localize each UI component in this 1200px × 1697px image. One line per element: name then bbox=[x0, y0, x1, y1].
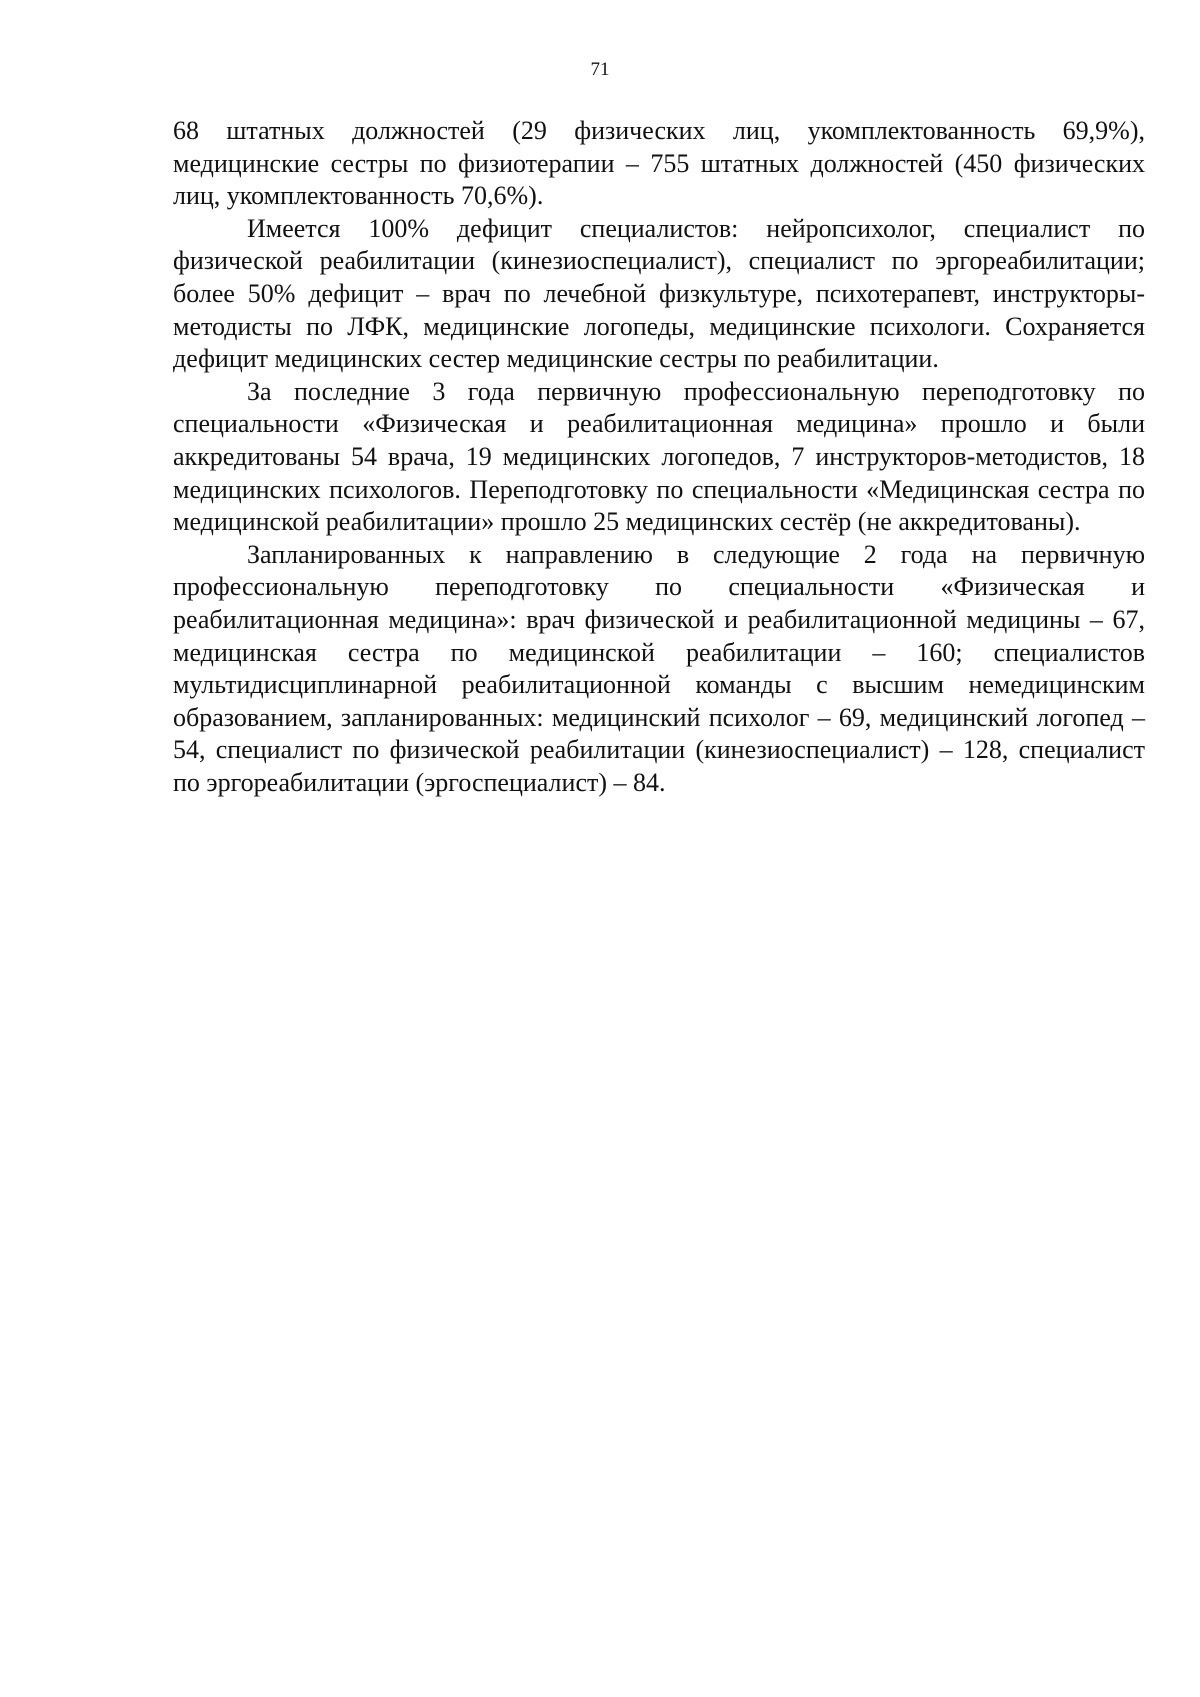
paragraph-staffing-continuation: 68 штатных должностей (29 физических лиц, укомплектованность 69,9%), медицинские сестры по физиотерапии – 755 штатных должностей (450 физических лиц, укомплектованность 70,6%). bbox=[173, 116, 1145, 211]
page-number: 71 bbox=[590, 59, 610, 80]
paragraph-specialist-deficit: Имеется 100% дефицит специалистов: нейропсихолог, специалист по физической реабилитации (кинезиоспециалист), специалист по эргореабилитации; более 50% дефицит – врач по лечебной физкультуре, психотерапевт, инструкторы-методисты по ЛФК, медицинские логопеды, медицинские психологи. Сохраняется дефицит медицинских сестер медицинские сестры по реабилитации. bbox=[173, 213, 1145, 374]
paragraph-planned-retraining: Запланированных к направлению в следующие 2 года на первичную профессиональную переподготовку по специальности «Физическая и реабилитационная медицина»: врач физической и реабилитационной медицины – 67, медицинская сестра по медицинской реабилитации – 160; специалистов мультидисциплинарной реабилитационной команды с высшим немедицинским образованием, запланированных: медицинский психолог – 69, медицинский логопед – 54, специалист по физической реабилитации (кинезиоспециалист) – 128, специалист по эргореабилитации (эргоспециалист) – 84. bbox=[173, 539, 1145, 797]
document-body bbox=[173, 115, 1145, 799]
paragraph-retraining-last-3-years: За последние 3 года первичную профессиональную переподготовку по специальности «Физическая и реабилитационная медицина» прошло и были аккредитованы 54 врача, 19 медицинских логопедов, 7 инструкторов-методистов, 18 медицинских психологов. Переподготовку по специальности «Медицинская сестра по медицинской реабилитации» прошло 25 медицинских сестёр (не аккредитованы). bbox=[173, 376, 1145, 537]
